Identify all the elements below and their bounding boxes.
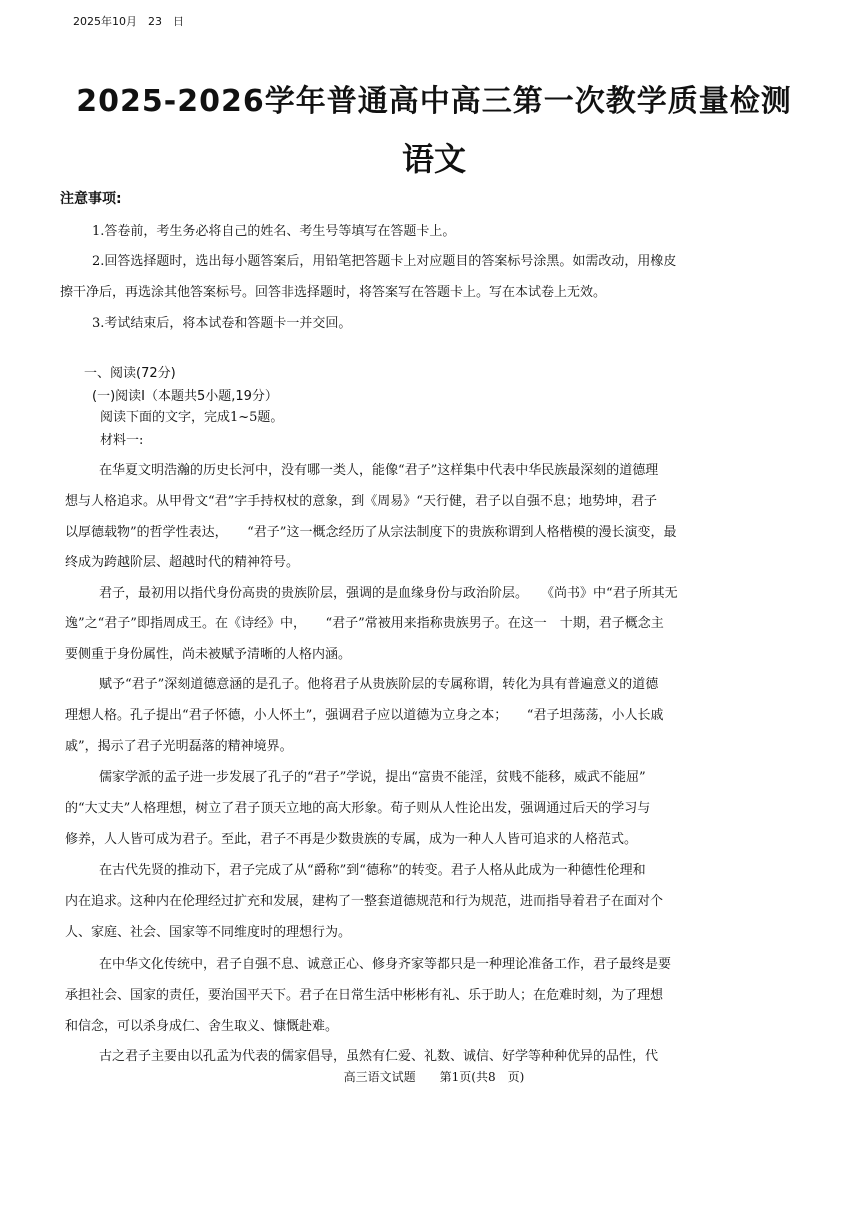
passage-line: 戚”，揭示了君子光明磊落的精神境界。: [65, 739, 293, 754]
notice-item-2-line-2: 擦干净后，再选涂其他答案标号。回答非选择题时，将答案写在答题卡上。写在本试卷上无效。: [60, 285, 607, 300]
passage-line: 在华夏文明浩瀚的历史长河中，没有哪一类人，能像“君子”这样集中代表中华民族最深刻的道德理: [99, 463, 659, 478]
notice-item-3: 3.考试结束后，将本试卷和答题卡一并交回。: [92, 316, 352, 331]
instruction-text: 阅读下面的文字，完成1~5题。: [100, 410, 284, 425]
passage-line: 承担社会、国家的责任，要治国平天下。君子在日常生活中彬彬有礼、乐于助人；在危难时刻，为了理想: [65, 988, 664, 1003]
passage-line: 儒家学派的孟子进一步发展了孔子的“君子”学说，提出“富贵不能淫，贫贱不能移，威武不能屈”: [99, 770, 646, 785]
passage-line: 理想人格。孔子提出“君子怀德，小人怀土”，强调君子应以道德为立身之本； “君子坦荡荡，小人长戚: [65, 708, 664, 723]
passage-line: 和信念，可以杀身成仁、舍生取义、慷慨赴难。: [65, 1019, 339, 1034]
passage-line: 内在追求。这种内在伦理经过扩充和发展，建构了一整套道德规范和行为规范，进而指导着君子在面对个: [65, 894, 664, 909]
passage-line: 想与人格追求。从甲骨文“君”字手持权杖的意象，到《周易》“天行健，君子以自强不息；地势坤，君子: [65, 494, 657, 509]
page-title: 2025-2026学年普通高中高三第一次教学质量检测: [76, 84, 792, 119]
passage-line: 的“大丈夫”人格理想，树立了君子顶天立地的高大形象。荀子则从人性论出发，强调通过后天的学习与: [65, 801, 651, 816]
notice-heading: 注意事项:: [60, 191, 122, 207]
passage-line: 以厚德载物”的哲学性表达， “君子”这一概念经历了从宗法制度下的贵族称谓到人格楷模的漫长演变，最: [65, 525, 677, 540]
notice-item-1: 1.答卷前，考生务必将自己的姓名、考生号等填写在答题卡上。: [92, 224, 456, 239]
subsection-heading: (一)阅读Ⅰ（本题共5小题,19分）: [92, 389, 278, 404]
passage-line: 古之君子主要由以孔孟为代表的儒家倡导，虽然有仁爱、礼数、诚信、好学等种种优异的品性，代: [99, 1049, 659, 1064]
passage-line: 终成为跨越阶层、超越时代的精神符号。: [65, 555, 300, 570]
page-footer: 高三语文试题 第1页(共8 页): [343, 1070, 525, 1084]
passage-line: 修养，人人皆可成为君子。至此，君子不再是少数贵族的专属，成为一种人人皆可追求的人格范式。: [65, 832, 638, 847]
passage-line: 君子，最初用以指代身份高贵的贵族阶层，强调的是血缘身份与政治阶层。 《尚书》中“君子所其无: [99, 586, 678, 601]
exam-date: 2025年10月 23 日: [73, 15, 184, 28]
passage-line: 在中华文化传统中，君子自强不息、诚意正心、修身齐家等都只是一种理论准备工作，君子最终是要: [99, 957, 672, 972]
material-label: 材料一:: [100, 433, 144, 448]
passage-line: 赋予“君子”深刻道德意涵的是孔子。他将君子从贵族阶层的专属称谓，转化为具有普遍意义的道德: [99, 677, 659, 692]
passage-line: 人、家庭、社会、国家等不同维度时的理想行为。: [65, 925, 352, 940]
section-heading: 一、阅读(72分): [84, 366, 176, 381]
passage-line: 要侧重于身份属性，尚未被赋予清晰的人格内涵。: [65, 647, 352, 662]
passage-line: 在古代先贤的推动下，君子完成了从“爵称”到“德称”的转变。君子人格从此成为一种德性伦理和: [99, 863, 646, 878]
subject-title: 语文: [401, 140, 466, 178]
notice-item-2-line-1: 2.回答选择题时，选出每小题答案后，用铅笔把答题卡上对应题目的答案标号涂黑。如需改动，用橡皮: [92, 254, 677, 269]
passage-line: 逸”之“君子”即指周成王。在《诗经》中， “君子”常被用来指称贵族男子。在这一 十期，君子概念主: [65, 616, 664, 631]
